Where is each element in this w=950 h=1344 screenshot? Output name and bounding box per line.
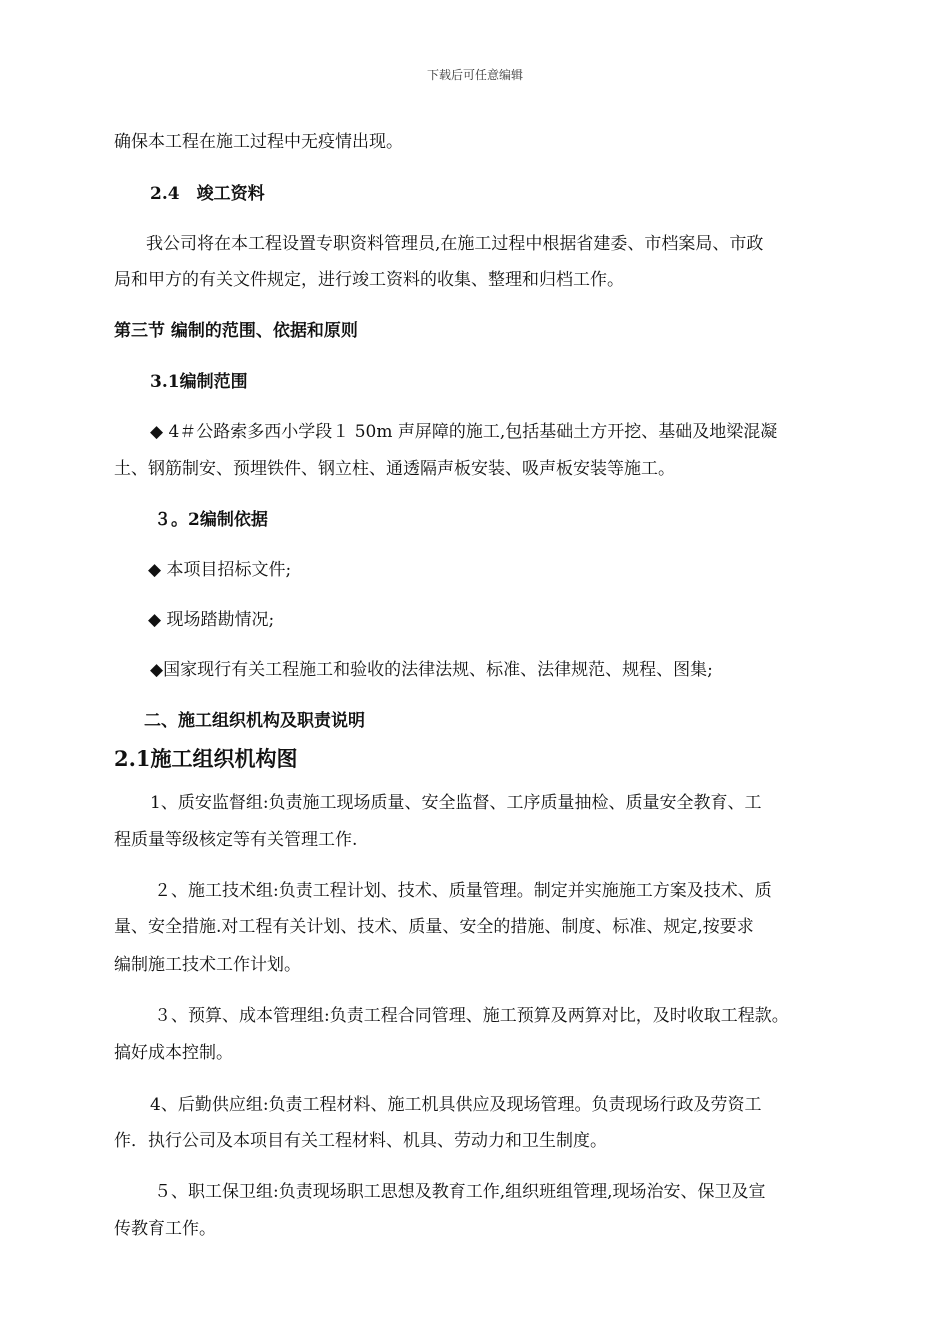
heading-2-4: 2.4 竣工资料: [150, 184, 265, 204]
item-3-line-2: 搞好成本控制。: [114, 1043, 233, 1063]
item-2-line-1: ２、施工技术组:负责工程计划、技术、质量管理。制定并实施施工方案及技术、质: [154, 881, 772, 901]
paragraph-continuation: 确保本工程在施工过程中无疫情出现。: [114, 132, 403, 152]
page-header-note: 下载后可任意编辑: [426, 68, 523, 82]
bullet-item-2: ◆ 现场踏勘情况;: [148, 610, 275, 630]
item-4-line-2: 作．执行公司及本项目有关工程材料、机具、劳动力和卫生制度。: [114, 1131, 607, 1151]
item-1-line-2: 程质量等级核定等有关管理工作.: [114, 830, 358, 850]
paragraph-2-4-line-2: 局和甲方的有关文件规定，进行竣工资料的收集、整理和归档工作。: [114, 270, 624, 290]
paragraph-2-4-line-1: 我公司将在本工程设置专职资料管理员,在施工过程中根据省建委、市档案局、市政: [146, 234, 764, 254]
item-1-line-1: 1、质安监督组:负责施工现场质量、安全监督、工序质量抽检、质量安全教育、工: [150, 793, 762, 813]
paragraph-3-1-line-1: ◆ 4＃公路索多西小学段１ 50m 声屏障的施工,包括基础土方开挖、基础及地梁混凝: [150, 422, 778, 442]
heading-3-1: 3.1编制范围: [150, 372, 248, 392]
item-5-line-2: 传教育工作。: [114, 1219, 216, 1239]
heading-2-1: 2.1施工组织机构图: [114, 746, 298, 771]
item-4-line-1: 4、后勤供应组:负责工程材料、施工机具供应及现场管理。负责现场行政及劳资工: [150, 1095, 762, 1115]
item-5-line-1: ５、职工保卫组:负责现场职工思想及教育工作,组织班组管理,现场治安、保卫及宣: [154, 1182, 766, 1202]
item-2-line-2: 量、安全措施.对工程有关计划、技术、质量、安全的措施、制度、标准、规定,按要求: [114, 917, 754, 937]
item-2-line-3: 编制施工技术工作计划。: [114, 955, 301, 975]
heading-part-2: 二、施工组织机构及职责说明: [144, 711, 365, 731]
item-3-line-1: ３、预算、成本管理组:负责工程合同管理、施工预算及两算对比，及时收取工程款。: [154, 1006, 789, 1026]
bullet-item-3: ◆国家现行有关工程施工和验收的法律法规、标准、法律规范、规程、图集;: [150, 660, 713, 680]
heading-3-2: ３。2编制依据: [154, 510, 268, 530]
bullet-item-1: ◆ 本项目招标文件;: [148, 560, 292, 580]
heading-section-3: 第三节 编制的范围、依据和原则: [114, 321, 358, 341]
paragraph-3-1-line-2: 土、钢筋制安、预埋铁件、钢立柱、通透隔声板安装、吸声板安装等施工。: [114, 459, 675, 479]
